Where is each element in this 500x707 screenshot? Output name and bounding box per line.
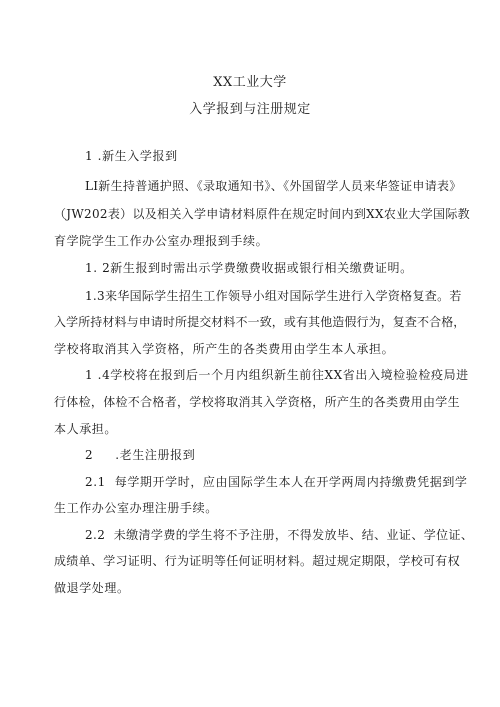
paragraph-line: 2.1 每学期开学时，应由国际学生本人在开学两周内持缴费凭据到学 xyxy=(85,475,468,489)
section-heading-2: 2 .老生注册报到 xyxy=(85,448,196,462)
paragraph-line: 1.3来华国际学生招生工作领导小组对国际学生进行入学资格复查。若 xyxy=(85,289,462,303)
paragraph-line: 生工作办公室办理注册手续。 xyxy=(54,501,218,515)
paragraph-line: 学校将取消其入学资格，所产生的各类费用由学生本人承担。 xyxy=(54,342,395,356)
document-title: XX工业大学 xyxy=(213,75,287,90)
paragraph-line: 1 .4学校将在报到后一个月内组织新生前往XX省出入境检验检疫局进 xyxy=(85,368,469,382)
section-heading-1: 1 .新生入学报到 xyxy=(85,149,178,163)
paragraph-line: 做退学处理。 xyxy=(54,581,130,595)
paragraph-line: LI新生持普通护照、《录取通知书》、《外国留学人员来华签证申请表》 xyxy=(85,179,462,193)
paragraph-line: 行体检，体检不合格者，学校将取消其入学资格，所产生的各类费用由学生 xyxy=(54,395,460,409)
paragraph-line: 成绩单、学习证明、行为证明等任何证明材料。超过规定期限，学校可有权 xyxy=(54,554,460,568)
paragraph-line: 育学院学生工作办公室办理报到手续。 xyxy=(54,234,269,248)
paragraph-line: （JW202表）以及相关入学申请材料原件在规定时间内到XX农业大学国际教 xyxy=(54,207,470,221)
document-subtitle: 入学报到与注册规定 xyxy=(189,102,311,117)
paragraph-line: 本人承担。 xyxy=(54,422,118,436)
paragraph-line: 2.2 未缴清学费的学生将不予注册，不得发放毕、结、业证、学位证、 xyxy=(85,528,474,542)
paragraph-line: 入学所持材料与申请时所提交材料不一致，或有其他造假行为，复查不合格， xyxy=(54,315,466,329)
paragraph-line: 1. 2新生报到时需出示学费缴费收据或银行相关缴费证明。 xyxy=(85,261,413,275)
